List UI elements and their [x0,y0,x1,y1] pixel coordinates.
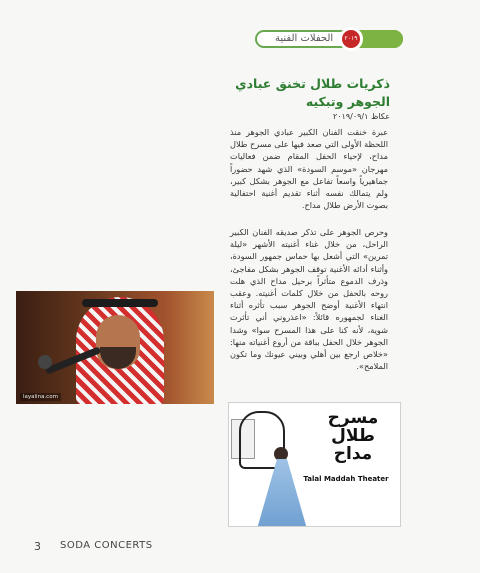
woman-head-shape [274,447,288,461]
article-paragraph-2: وحرص الجوهر على تذكر صديقه الفنان الكبير الراحل، من خلال غناء أغنيته الأشهر «ليلة تمرين» التي أشعل بها حماس جمهور السودة، وأثناء أدائه الأغنية توقف الجوهر بشكل مفاجئ، وذرف الدموع متأثراً برحيل مداح الذي هلت روحه بالحفل من خلال كلمات أغنيته. وعقب انتهاء الأغنية أوضح الجوهر سبب تأثره أثناء الغناء لجمهوره قائلاً: «اعذروني أني تأثرت شوية، لأنه كنا على هذا المسرح سوا» وشدا الجوهر خلال الحفل بباقة من أروع أغنياته منها: «خلاص ارجع بين أهلي وبيني عيونك وما تكون الملامح». [230,227,388,372]
page-number: 3 [34,540,41,553]
photo-watermark: layalina.com [20,393,61,401]
theater-sign-english: Talal Maddah Theater [303,475,389,483]
article-headline: ذكريات طلال تخنق عبادي الجوهر وتبكيه [235,76,390,109]
article-paragraph-1: عبرة خنقت الفنان الكبير عبادي الجوهر منذ اللحظة الأولى التي صعد فيها على مسرح طلال مداح، لإحياء الحفل المقام ضمن فعاليات مهرجان «موسم السودة» الذي شهد حضوراً جماهيرياً واسعاً تفاعل مع الجوهر بشكل كبير، ولم يتمالك نفسه أثناء تقديم أغنية احتفالية بصوت الأرض طلال مداح. [230,127,388,211]
theater-photo [228,402,401,527]
theater-sign-arabic: مسرح طلال مداح [327,408,379,464]
magazine-brand: SODA CONCERTS [60,540,153,551]
section-badge: ٢٠١٩ [339,27,363,51]
section-label: الحفلات الفنية [275,33,334,44]
section-header [255,30,403,48]
article-dateline: عكاظ ٢٠١٩/٠٩/١ [332,112,390,121]
gown-shape [257,459,307,527]
egal-shape [82,299,158,307]
singer-photo [16,291,214,404]
microphone-head-icon [38,355,52,369]
